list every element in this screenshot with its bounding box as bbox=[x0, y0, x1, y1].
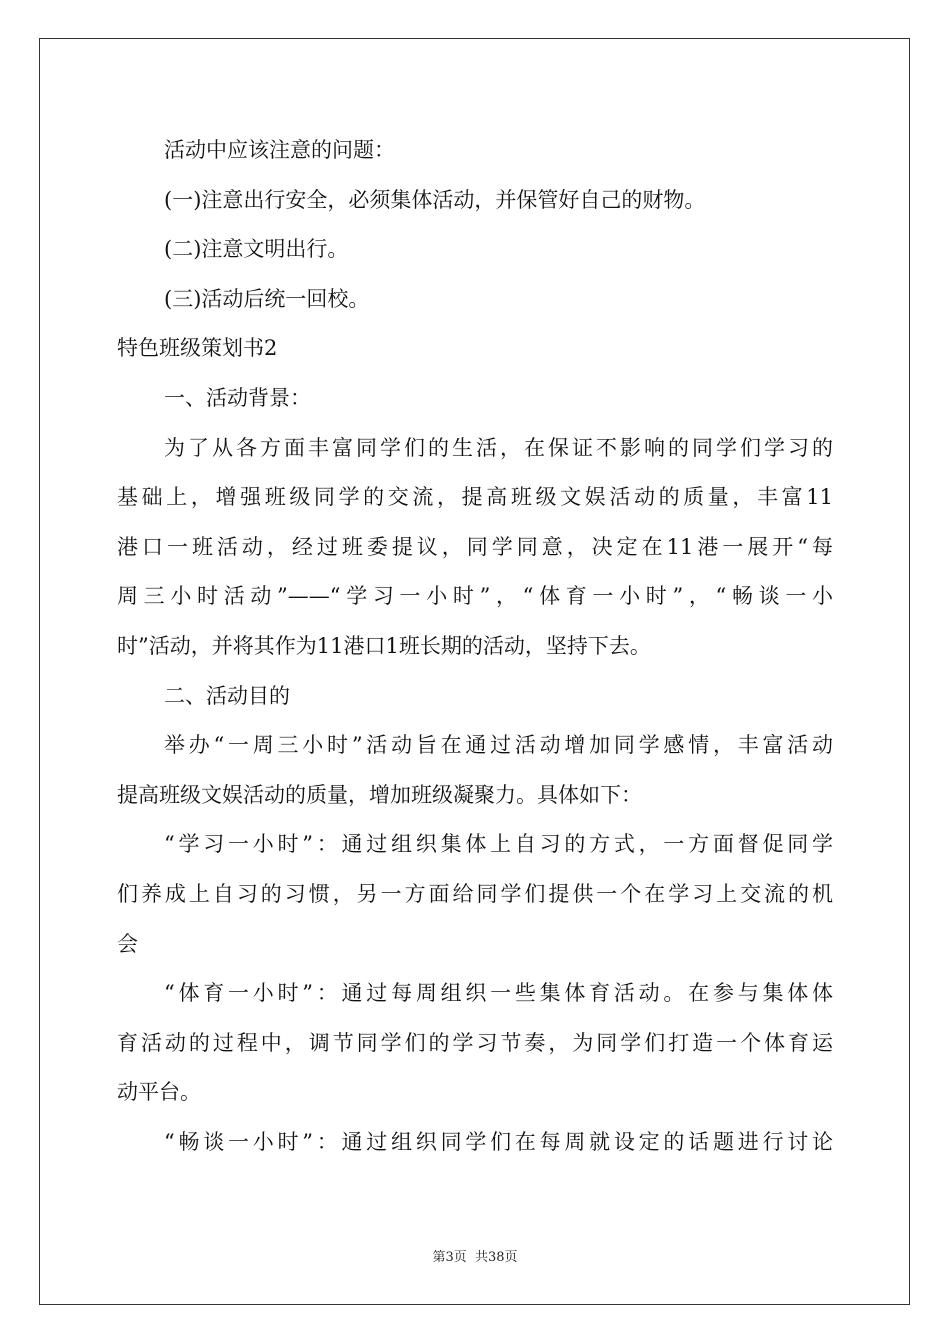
paragraph-line: 基础上，增强班级同学的交流，提高班级文娱活动的质量，丰富11 bbox=[117, 485, 833, 510]
subsection-heading: 二、活动目的 bbox=[164, 683, 290, 708]
paragraph-line: 活动中应该注意的问题： bbox=[164, 138, 395, 162]
page-footer bbox=[0, 1246, 950, 1265]
paragraph-line: 时”活动，并将其作为11港口1班长期的活动，坚持下去。 bbox=[117, 633, 651, 658]
paragraph-line: 为了从各方面丰富同学们的生活，在保证不影响的同学们学习的 bbox=[164, 435, 833, 460]
paragraph-line: 动平台。 bbox=[117, 1080, 201, 1105]
paragraph-line: “体育一小时”：通过每周组织一些集体育活动。在参与集体体 bbox=[164, 981, 833, 1006]
paragraph-line: “畅谈一小时”：通过组织同学们在每周就设定的话题进行讨论 bbox=[164, 1129, 833, 1154]
paragraph-line: (二)注意文明出行。 bbox=[164, 237, 349, 262]
section-heading: 特色班级策划书2 bbox=[117, 336, 278, 361]
paragraph-line: 提高班级文娱活动的质量，增加班级凝聚力。具体如下： bbox=[117, 782, 642, 807]
paragraph-line: (三)活动后统一回校。 bbox=[164, 286, 370, 311]
paragraph-line: (一)注意出行安全，必须集体活动，并保管好自己的财物。 bbox=[164, 187, 706, 212]
page-number: 第3页 bbox=[432, 1250, 467, 1265]
paragraph-line: “学习一小时”：通过组织集体上自习的方式，一方面督促同学 bbox=[164, 832, 833, 857]
document-body bbox=[117, 126, 833, 1167]
page-total: 共38页 bbox=[474, 1250, 518, 1265]
paragraph-line: 会 bbox=[117, 931, 138, 956]
paragraph-line: 举办“一周三小时”活动旨在通过活动增加同学感情，丰富活动 bbox=[164, 733, 833, 758]
subsection-heading: 一、活动背景： bbox=[164, 385, 311, 410]
paragraph-line: 们养成上自习的习惯，另一方面给同学们提供一个在学习上交流的机 bbox=[117, 881, 833, 906]
paragraph-line: 周三小时活动”——“学习一小时”，“体育一小时”，“畅谈一小 bbox=[117, 584, 833, 609]
paragraph-line: 港口一班活动，经过班委提议，同学同意，决定在11港一展开“每 bbox=[117, 534, 833, 559]
paragraph-line: 育活动的过程中，调节同学们的学习节奏，为同学们打造一个体育运 bbox=[117, 1030, 833, 1055]
